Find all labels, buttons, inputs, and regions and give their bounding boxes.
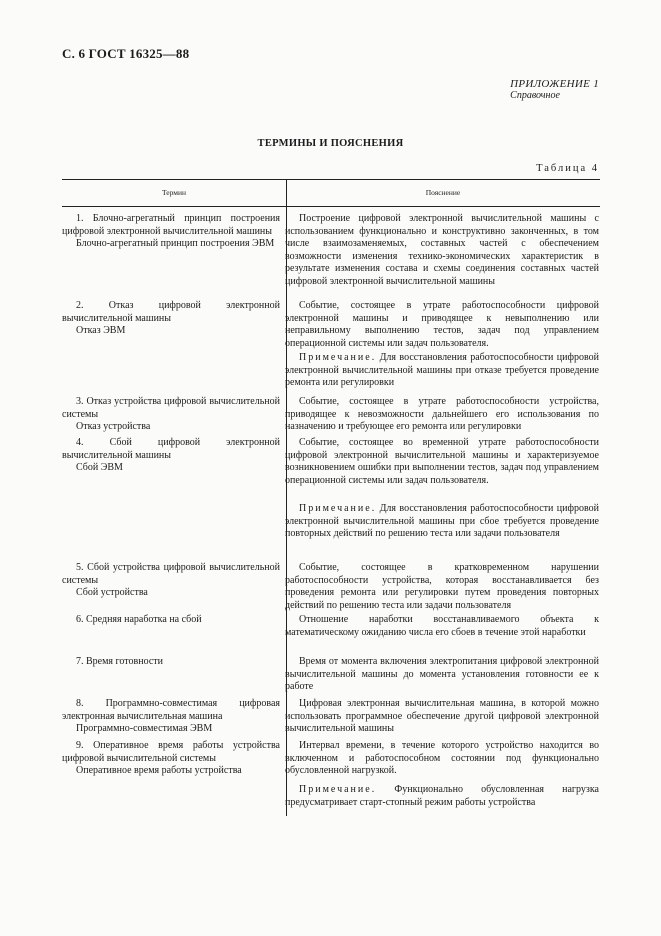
note-cell [285, 784, 599, 809]
term-short: Отказ устройства [76, 421, 151, 433]
explanation-cell [285, 396, 599, 434]
explanation-cell [285, 656, 599, 694]
term-text: 8. Программно-совместимая цифровая электронная вычислительная машина [62, 698, 280, 722]
explanation-text: Событие, состоящее в кратковременном нарушении работоспособности устройства, которая восстанавливается без проведения ремонта или регулировки путем проведения повторных действий по решению теста или задачи пользователя [285, 562, 599, 611]
explanation-cell [285, 562, 599, 612]
term-short: Оперативное время работы устройства [76, 765, 242, 777]
term-text: 5. Сбой устройства цифровой вычислительной системы [62, 562, 280, 586]
term-cell [62, 698, 280, 736]
explanation-cell [285, 437, 599, 487]
column-header-explanation: Пояснение [425, 188, 461, 197]
explanation-text: Событие, состоящее во временной утрате работоспособности цифровой электронной вычислительной машины и характеризуемое возникновением ошибки при выполнении тестов, задач под управлением операционной системы или задач пользователя. [285, 437, 599, 486]
term-text: 6. Средняя наработка на сбой [76, 614, 202, 625]
note-text: Для восстановления работоспособности цифровой электронной вычислительной машины при сбое требуется проведение повторных действий по решению теста или задачи пользователя [285, 503, 599, 540]
document-title: ТЕРМИНЫ И ПОЯСНЕНИЯ [257, 138, 404, 149]
explanation-cell [285, 698, 599, 736]
explanation-text: Интервал времени, в течение которого устройство находится во включенном и работоспособном состоянии под функционально обусловленной нагрузкой. [285, 740, 599, 777]
explanation-text: Построение цифровой электронной вычислительной машины с использованием функционально и конструктивно законченных, в том числе взаимозаменяемых, составных частей с обеспечением возможности изменения технико-экономических характеристик в результате изменения состава и схемы соединения составных частей цифровой электронной вычислительной машины [285, 213, 599, 287]
column-header-term: Термин [161, 188, 187, 197]
appendix-title: ПРИЛОЖЕНИЕ 1 [510, 78, 599, 90]
term-text: 4. Сбой цифровой электронной вычислительной машины [62, 437, 280, 461]
note-label: Примечание. [299, 784, 377, 795]
note-text: Функционально обусловленная нагрузка предусматривает старт-стопный режим работы устройства [285, 784, 599, 808]
term-cell [62, 614, 280, 627]
note-text: Для восстановления работоспособности цифровой электронной вычислительной машины при отказе требуется проведение ремонта или регулировки [285, 352, 599, 389]
term-cell [62, 656, 280, 669]
explanation-text: Событие, состоящее в утрате работоспособности цифровой электронной машины и приводящее к невыполнению или неправильному выполнению тестов, задач под управлением операционной системы или задач пользователя. [285, 300, 599, 349]
explanation-text: Отношение наработки восстанавливаемого объекта к математическому ожиданию числа его сбоев в течение этой наработки [285, 614, 599, 638]
explanation-text: Время от момента включения электропитания цифровой электронной вычислительной машины до момента установления готовности ее к работе [285, 656, 599, 693]
explanation-text: Событие, состоящее в утрате работоспособности устройства, приводящее к невозможности дальнейшего его использования по назначению и требующее его ремонта или регулировки [285, 396, 599, 433]
explanation-cell [285, 614, 599, 639]
table-label: Таблица 4 [536, 163, 599, 174]
term-cell [62, 213, 280, 251]
term-text: 9. Оперативное время работы устройства цифровой вычислительной системы [62, 740, 280, 764]
term-text: 7. Время готовности [76, 656, 163, 667]
table-header [62, 179, 600, 207]
appendix-subtitle: Справочное [510, 90, 560, 101]
term-cell [62, 740, 280, 778]
term-text: 2. Отказ цифровой электронной вычислительной машины [62, 300, 280, 324]
term-short: Блочно-агрегатный принцип построения ЭВМ [76, 238, 275, 250]
appendix-block [510, 78, 599, 101]
explanation-cell [285, 213, 599, 289]
term-cell [62, 562, 280, 600]
term-cell [62, 437, 280, 475]
term-cell [62, 396, 280, 434]
note-cell [285, 503, 599, 541]
page-header: С. 6 ГОСТ 16325—88 [62, 46, 190, 61]
note-label: Примечание. [299, 352, 377, 363]
term-short: Отказ ЭВМ [76, 325, 126, 337]
term-text: 3. Отказ устройства цифровой вычислительной системы [62, 396, 280, 420]
explanation-text: Цифровая электронная вычислительная машина, в которой можно использовать программное обеспечение другой цифровой электронной вычислительной машины [285, 698, 599, 735]
note-cell [285, 352, 599, 390]
term-cell [62, 300, 280, 338]
explanation-cell [285, 300, 599, 350]
term-text: 1. Блочно-агрегатный принцип построения цифровой электронной вычислительной машины [62, 213, 280, 237]
term-short: Программно-совместимая ЭВМ [76, 723, 213, 735]
term-short: Сбой ЭВМ [76, 462, 123, 474]
explanation-cell [285, 740, 599, 778]
note-label: Примечание. [299, 503, 377, 514]
term-short: Сбой устройства [76, 587, 148, 599]
